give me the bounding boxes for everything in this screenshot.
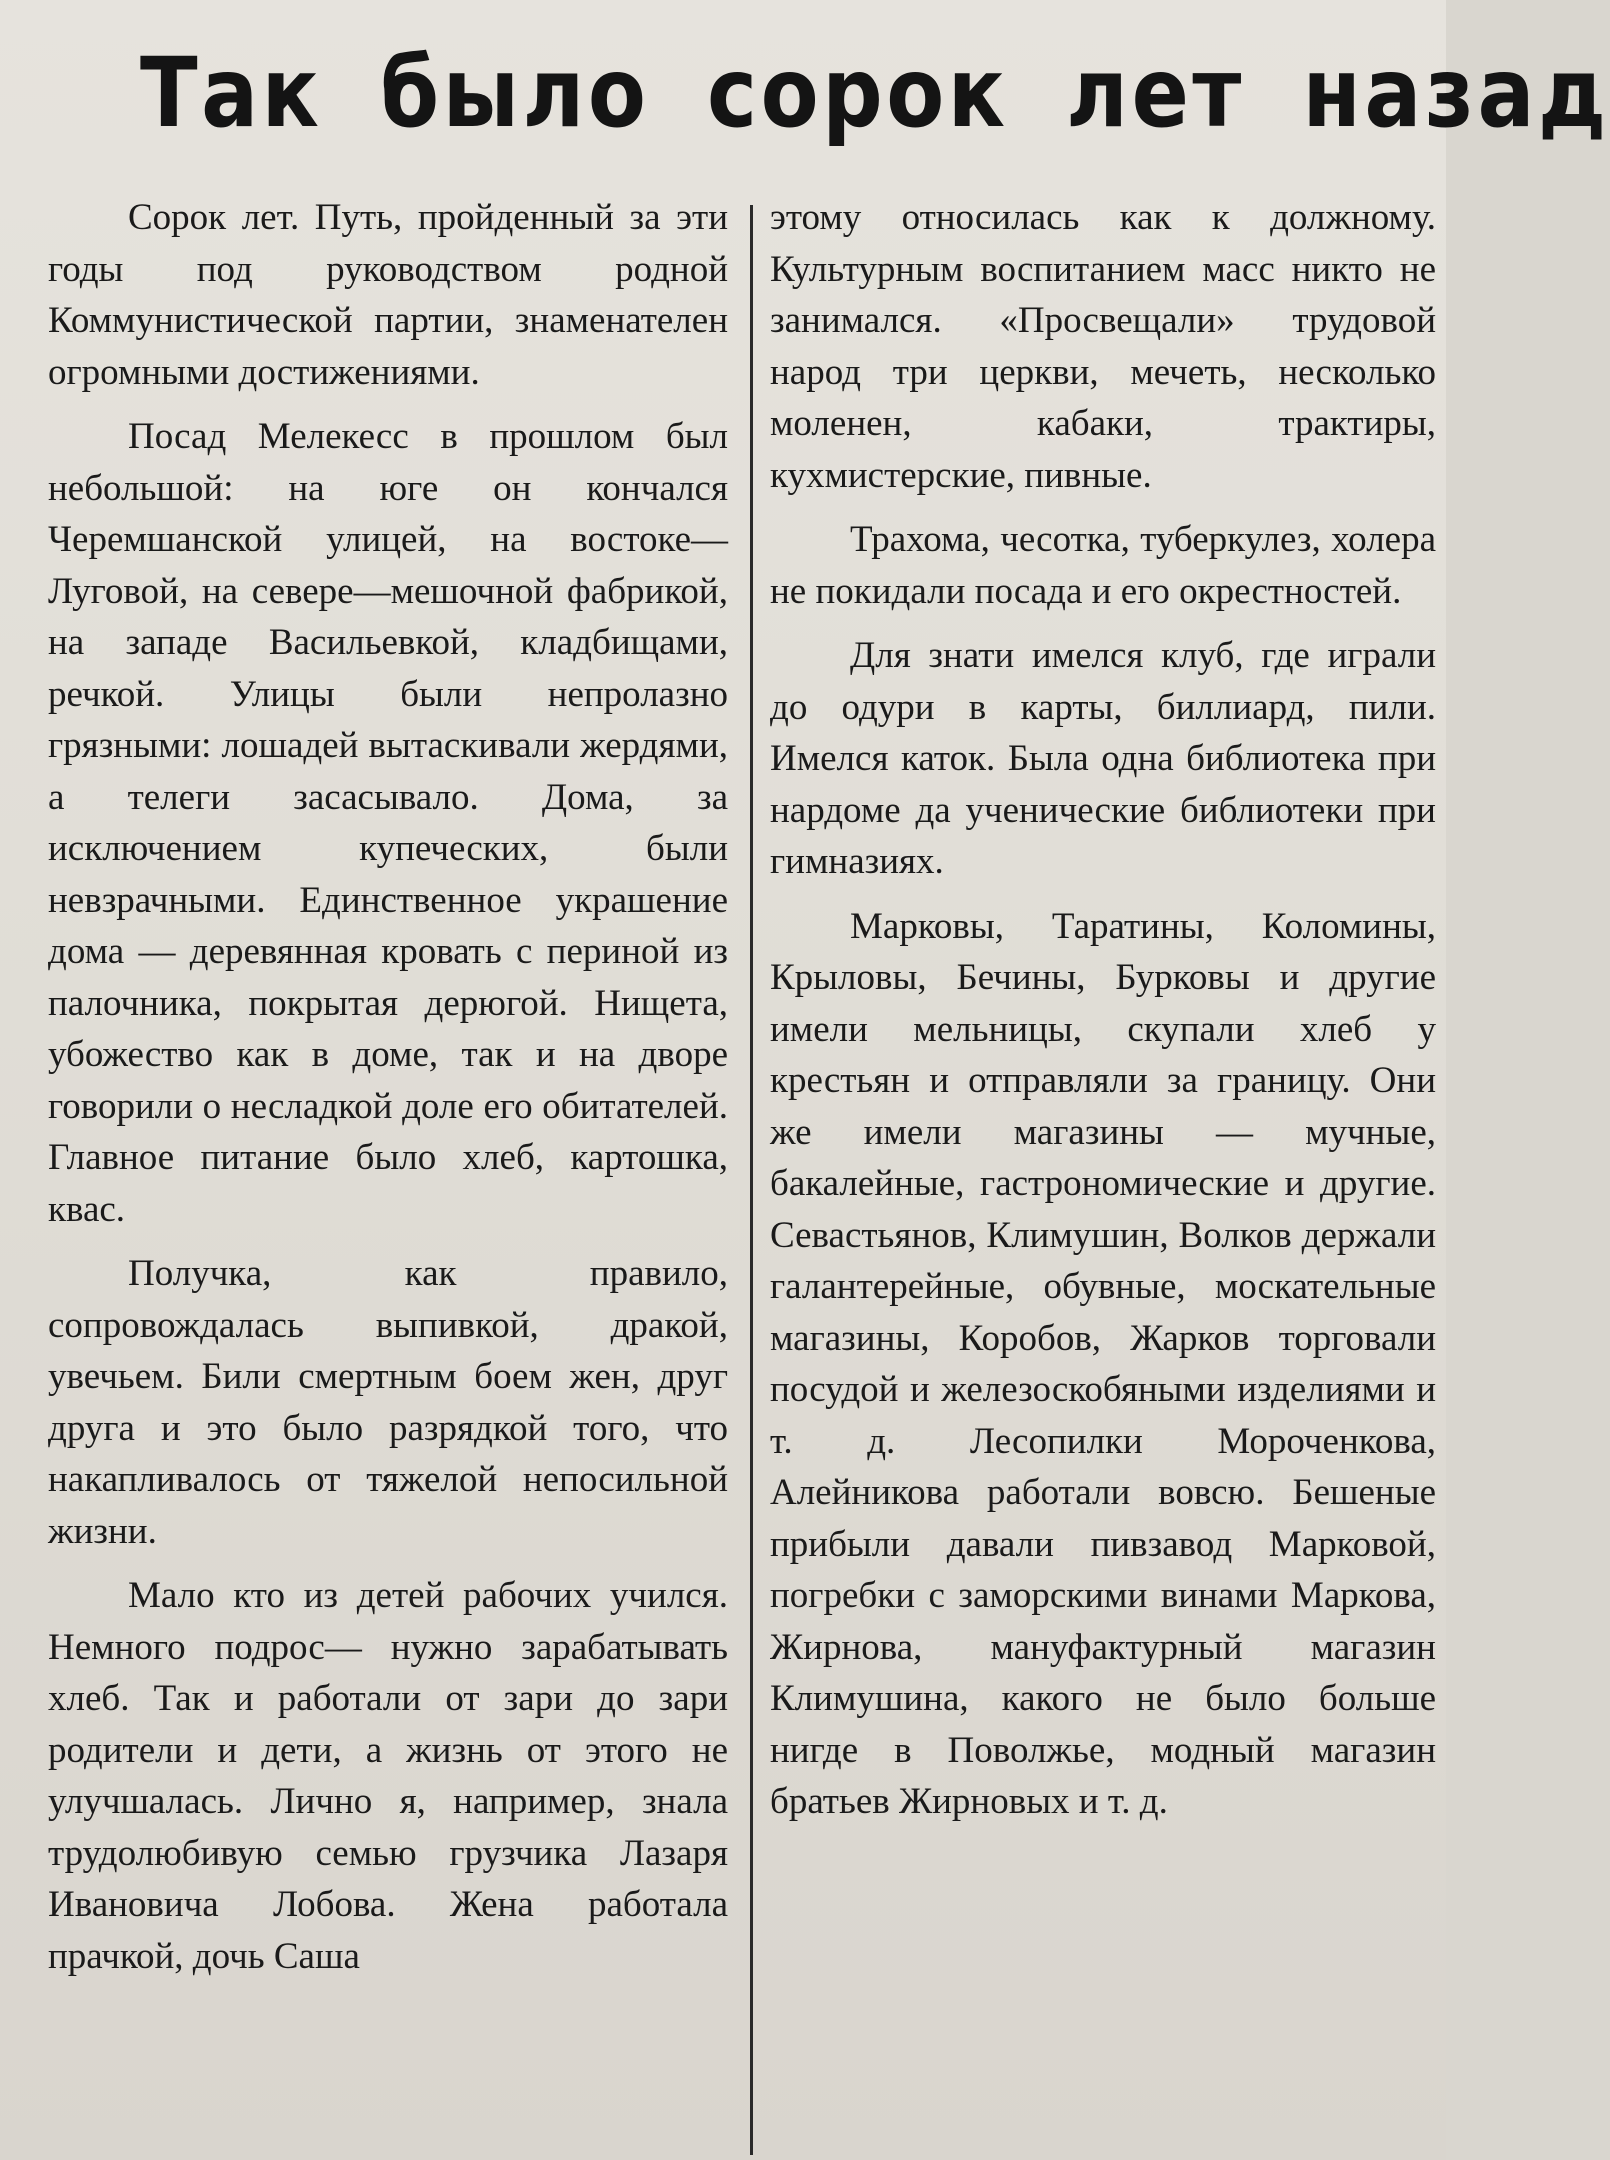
article-headline: Так было сорок лет назад xyxy=(140,37,1610,149)
paragraph: этому относилась как к должному. Культурным воспитанием масс никто не занимался. «Просвещали» трудовой народ три церкви, мечеть, несколько моленен, кабаки, трактиры, кухмистерские, пивные. xyxy=(770,197,1436,496)
left-column xyxy=(48,192,728,1995)
paragraph: Мало кто из детей рабочих учился. Немного подрос— нужно зарабатывать хлеб. Так и работали от зари до зари родители и дети, а жизнь от этого не улучшалась. Лично я, например, знала трудолюбивую семью грузчика Лазаря Ивановича Лобова. Жена работала прачкой, дочь Саша xyxy=(48,1575,728,1977)
paragraph: Марковы, Таратины, Коломины, Крыловы, Бечины, Бурковы и другие имели мельницы, скупали хлеб у крестьян и отправляли за границу. Они же имели магазины — мучные, бакалейные, гастрономические и другие. Севастьянов, Климушин, Волков держали галантерейные, обувные, москательные магазины, Коробов, Жарков торговали посудой и железоскобяными изделиями и т. д. Лесопилки Мороченкова, Алейникова работали вовсю. Бешеные прибыли давали пивзавод Марковой, погребки с заморскими винами Маркова, Жирнова, мануфактурный магазин Климушина, какого не было больше нигде в Поволжье, модный магазин братьев Жирновых и т. д. xyxy=(770,905,1436,1822)
paragraph: Посад Мелекесс в прошлом был небольшой: на юге он кончался Черемшанской улицей, на востоке—Луговой, на севере—мешочной фабрикой, на западе Васильевкой, кладбищами, речкой. Улицы были непролазно грязными: лошадей вытаскивали жердями, а телеги засасывало. Дома, за исключением купеческих, были невзрачными. Единственное украшение дома — деревянная кровать с периной из палочника, покрытая дерюгой. Нищета, убожество как в доме, так и на дворе говорили о несладкой доле его обитателей. Главное питание было хлеб, картошка, квас. xyxy=(48,416,728,1230)
right-column xyxy=(770,192,1436,1841)
column-divider xyxy=(750,205,753,2155)
paragraph: Получка, как правило, сопровождалась выпивкой, дракой, увечьем. Били смертным боем жен, друг друга и это было разрядкой того, что накапливалось от тяжелой непосильной жизни. xyxy=(48,1253,728,1552)
paragraph: Сорок лет. Путь, пройденный за эти годы под руководством родной Коммунистической партии, знаменателен огромными достижениями. xyxy=(48,197,728,393)
paragraph: Трахома, чесотка, туберкулез, холера не покидали посада и его окрестностей. xyxy=(770,519,1436,612)
paragraph: Для знати имелся клуб, где играли до одури в карты, биллиард, пили. Имелся каток. Была одна библиотека при нардоме да ученические библиотеки при гимназиях. xyxy=(770,635,1436,882)
